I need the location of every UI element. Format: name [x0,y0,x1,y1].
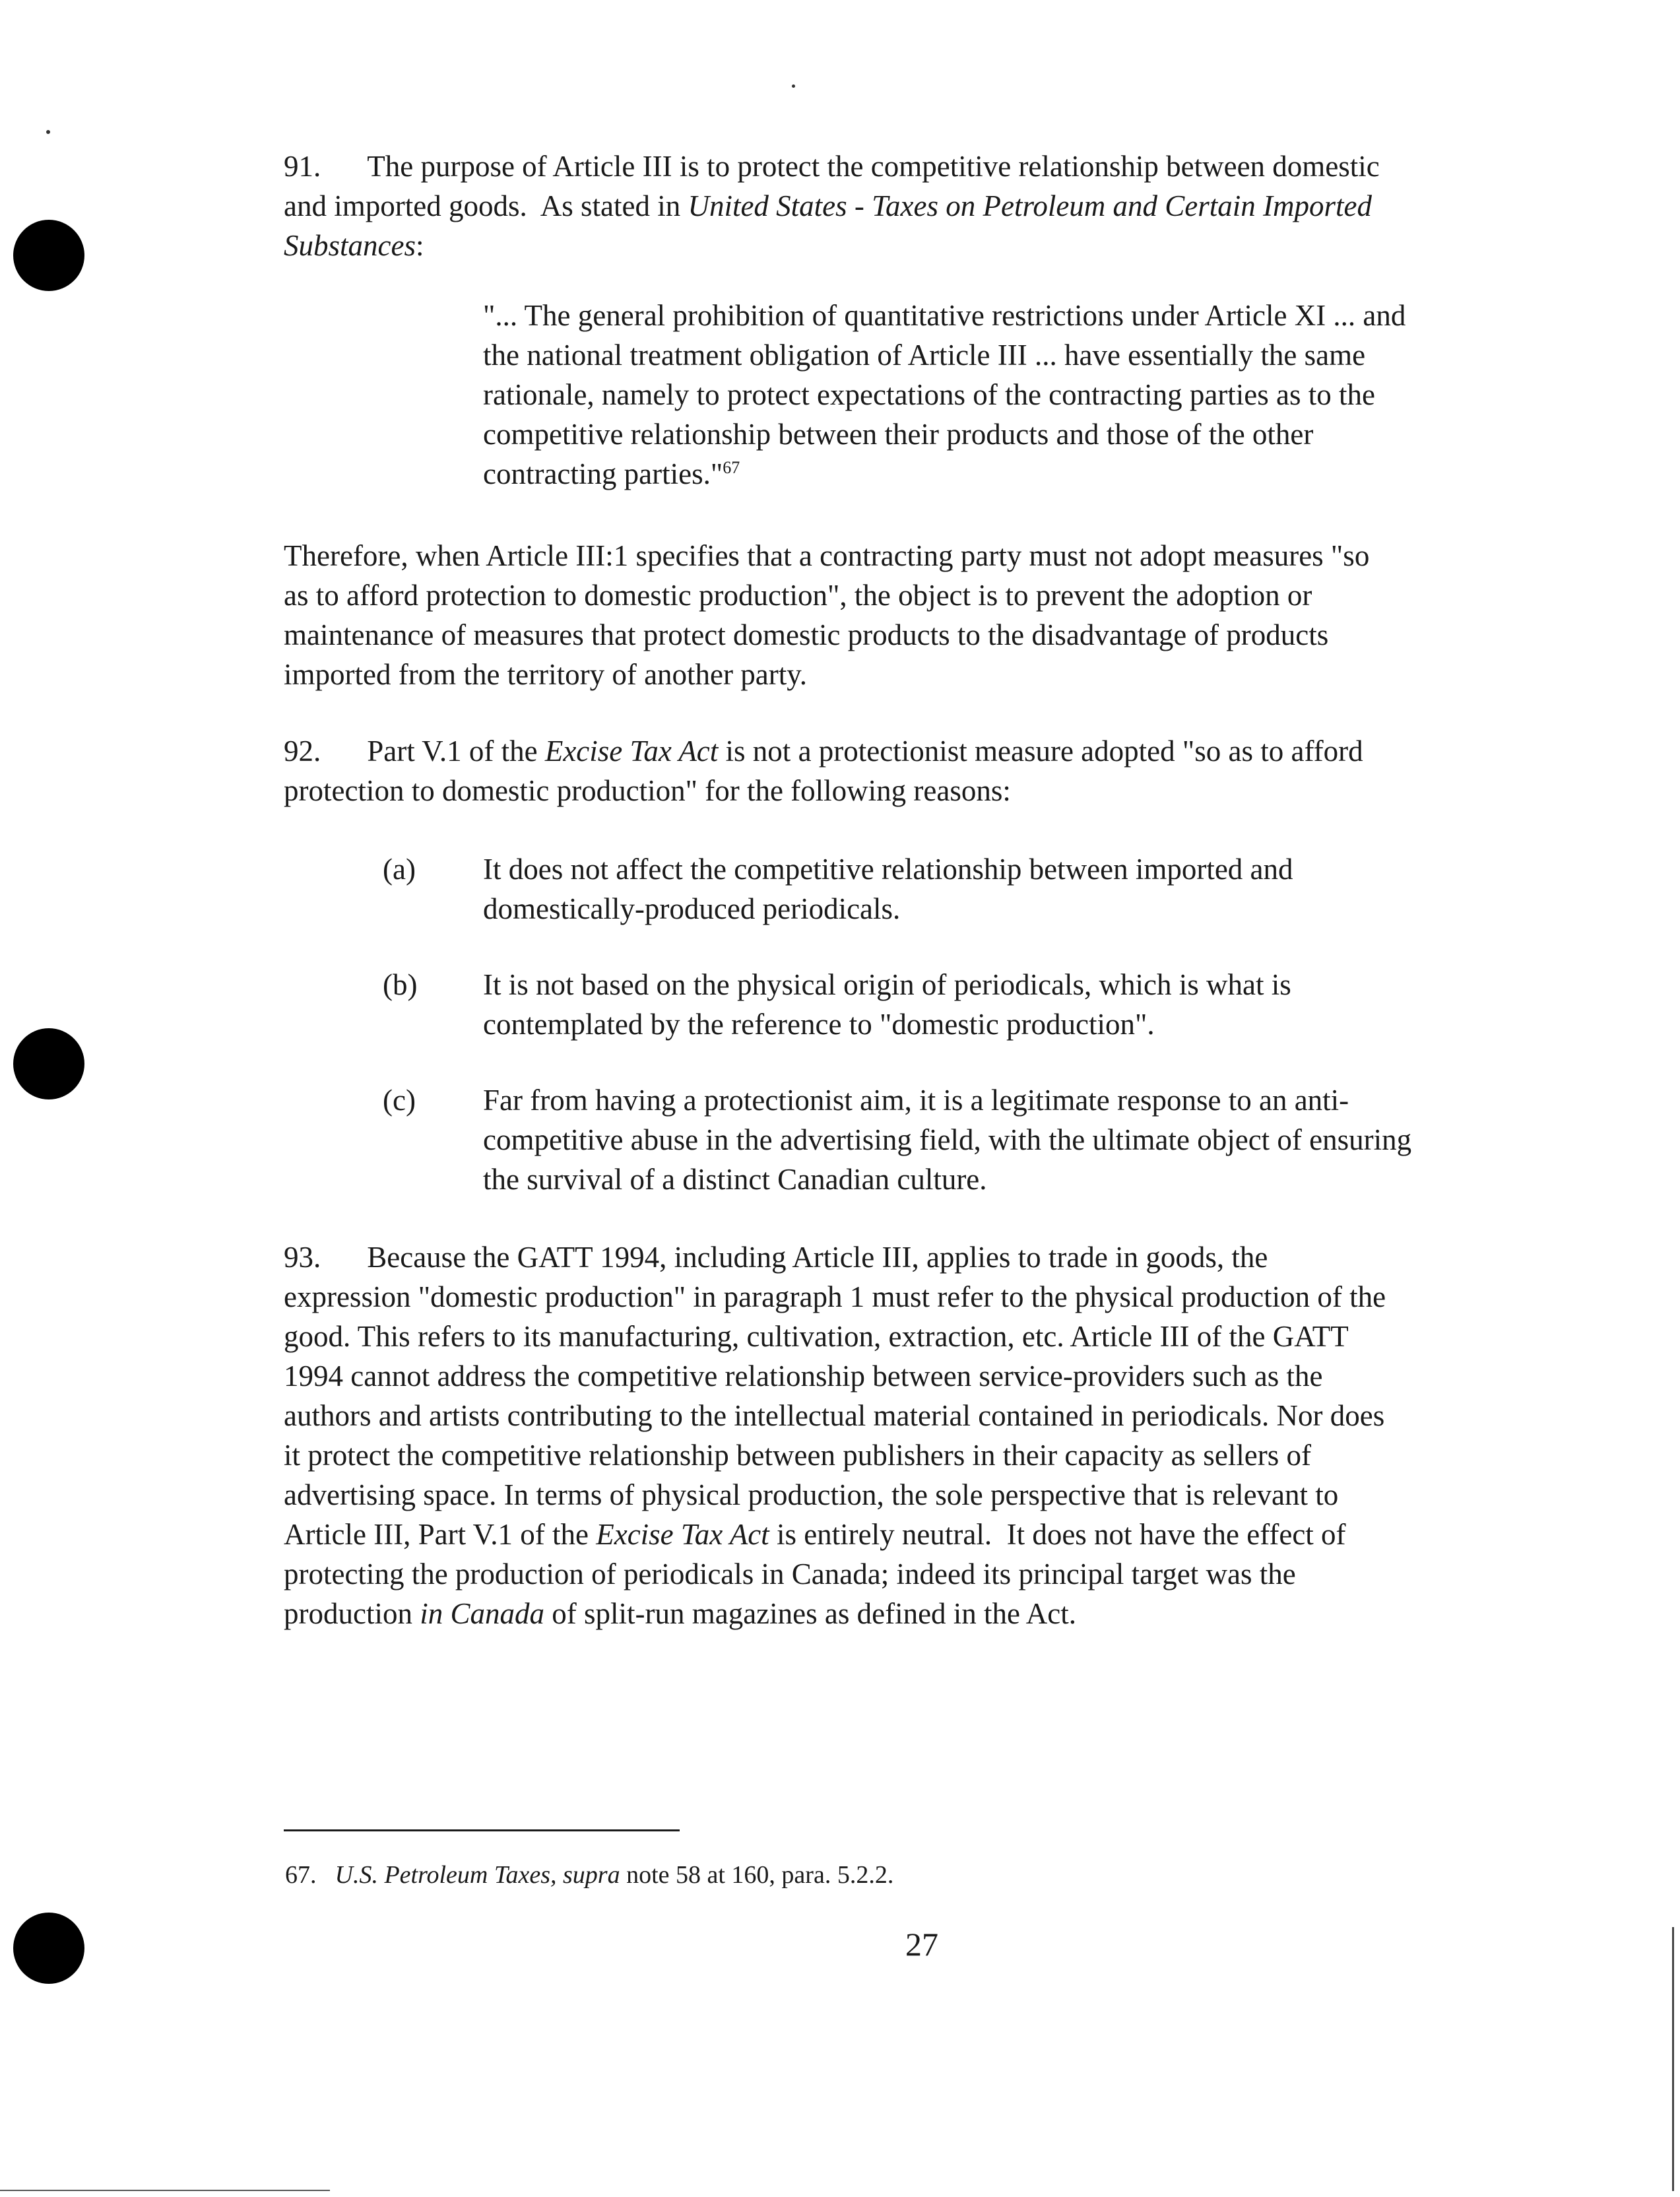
punch-hole-bottom [13,1913,84,1984]
page-number: 27 [905,1926,938,1963]
para93-line [284,1515,1386,1554]
para92-text: is not a protectionist measure adopted "so as to afford [718,735,1363,768]
para93-text: Because the GATT 1994, including Article III, applies to trade in goods, the [367,1241,1268,1274]
para93 [284,1237,1386,1633]
para92-text: Part V.1 of the [367,735,545,768]
case-name: United States - Taxes on Petroleum and Certain Imported [688,189,1373,222]
item-line: It does not affect the competitive relationship between imported and [483,853,1293,886]
para93-line: expression "domestic production" in paragraph 1 must refer to the physical production of the [284,1280,1386,1313]
item-line: competitive abuse in the advertising field, with the ultimate object of ensuring [483,1123,1412,1156]
scan-edge-line-right [1672,1927,1674,2191]
para93-line [284,1594,1386,1633]
therefore-line: imported from the territory of another party. [284,658,808,691]
para91-colon: : [415,229,424,262]
therefore-line: maintenance of measures that protect domestic products to the disadvantage of products [284,618,1329,651]
item-label-a: (a) [383,853,416,886]
footnote [285,1858,893,1891]
para93-line [284,1237,1386,1277]
block-quote [483,296,1405,494]
item-line: domestically-produced periodicals. [483,892,901,925]
quote-line: the national treatment obligation of Article III ... have essentially the same [483,339,1366,372]
quote-line-last [483,454,1405,494]
act-name: Excise Tax Act [596,1518,769,1551]
item-label-b: (b) [383,968,418,1001]
quote-line: competitive relationship between their products and those of the other [483,418,1314,451]
item-line: It is not based on the physical origin of periodicals, which is what is [483,968,1291,1001]
para93-line: 1994 cannot address the competitive relationship between service-providers such as the [284,1360,1323,1393]
footnote-citation: U.S. Petroleum Taxes, supra [335,1861,620,1889]
scan-speck [792,84,795,88]
para93-text: production [284,1597,420,1630]
item-line: the survival of a distinct Canadian culture. [483,1163,987,1196]
quote-line: rationale, namely to protect expectations of the contracting parties as to the [483,378,1375,411]
para93-number: 93. [284,1241,321,1274]
act-name: Excise Tax Act [544,735,719,768]
in-canada-italic: in Canada [420,1597,544,1630]
scan-speck [46,130,50,134]
para92-line1 [284,731,1363,771]
item-text-b [483,965,1291,1044]
para93-line: it protect the competitive relationship between publishers in their capacity as sellers of [284,1439,1312,1472]
footnote-number: 67. [285,1861,317,1889]
para92-text-line2: protection to domestic production" for the following reasons: [284,774,1011,807]
footnote-ref: 67 [723,458,740,477]
punch-hole-top [13,220,84,291]
para93-line: protecting the production of periodicals in Canada; indeed its principal target was the [284,1558,1296,1590]
para92-line2 [284,771,1011,810]
item-text-a [483,849,1293,929]
para91-text-line2: and imported goods. As stated in [284,189,688,222]
item-label-c: (c) [383,1084,416,1117]
case-name-cont: Substances [284,229,416,262]
para91-line1 [284,147,1380,186]
para92-number: 92. [284,735,321,768]
para91-text-line1: The purpose of Article III is to protect the competitive relationship between domestic [367,150,1380,183]
footnote-text: note 58 at 160, para. 5.2.2. [620,1861,894,1889]
item-line: Far from having a protectionist aim, it is a legitimate response to an anti- [483,1084,1349,1117]
para93-text: of split-run magazines as defined in the Act. [544,1597,1077,1630]
item-text-c [483,1080,1411,1199]
therefore-line: as to afford protection to domestic production", the object is to prevent the adoption or [284,579,1312,612]
item-line: contemplated by the reference to "domestic production". [483,1008,1155,1041]
para93-line: advertising space. In terms of physical production, the sole perspective that is relevant to [284,1478,1339,1511]
therefore-line: Therefore, when Article III:1 specifies that a contracting party must not adopt measures "so [284,539,1370,572]
para91-line3 [284,226,424,265]
scan-edge-line-bottom [0,2190,330,2191]
para93-text: is entirely neutral. It does not have the effect of [769,1518,1346,1551]
footnote-separator [284,1829,680,1831]
para93-line: good. This refers to its manufacturing, cultivation, extraction, etc. Article III of the GATT [284,1320,1349,1353]
quote-line: contracting parties." [483,457,723,490]
para93-line: authors and artists contributing to the intellectual material contained in periodicals. Nor does [284,1399,1385,1432]
quote-line: "... The general prohibition of quantitative restrictions under Article XI ... and [483,299,1406,332]
para93-text: Article III, Part V.1 of the [284,1518,597,1551]
therefore-paragraph [284,536,1369,694]
para91-number: 91. [284,150,321,183]
punch-hole-middle [13,1028,84,1099]
para91-line2 [284,186,1372,226]
